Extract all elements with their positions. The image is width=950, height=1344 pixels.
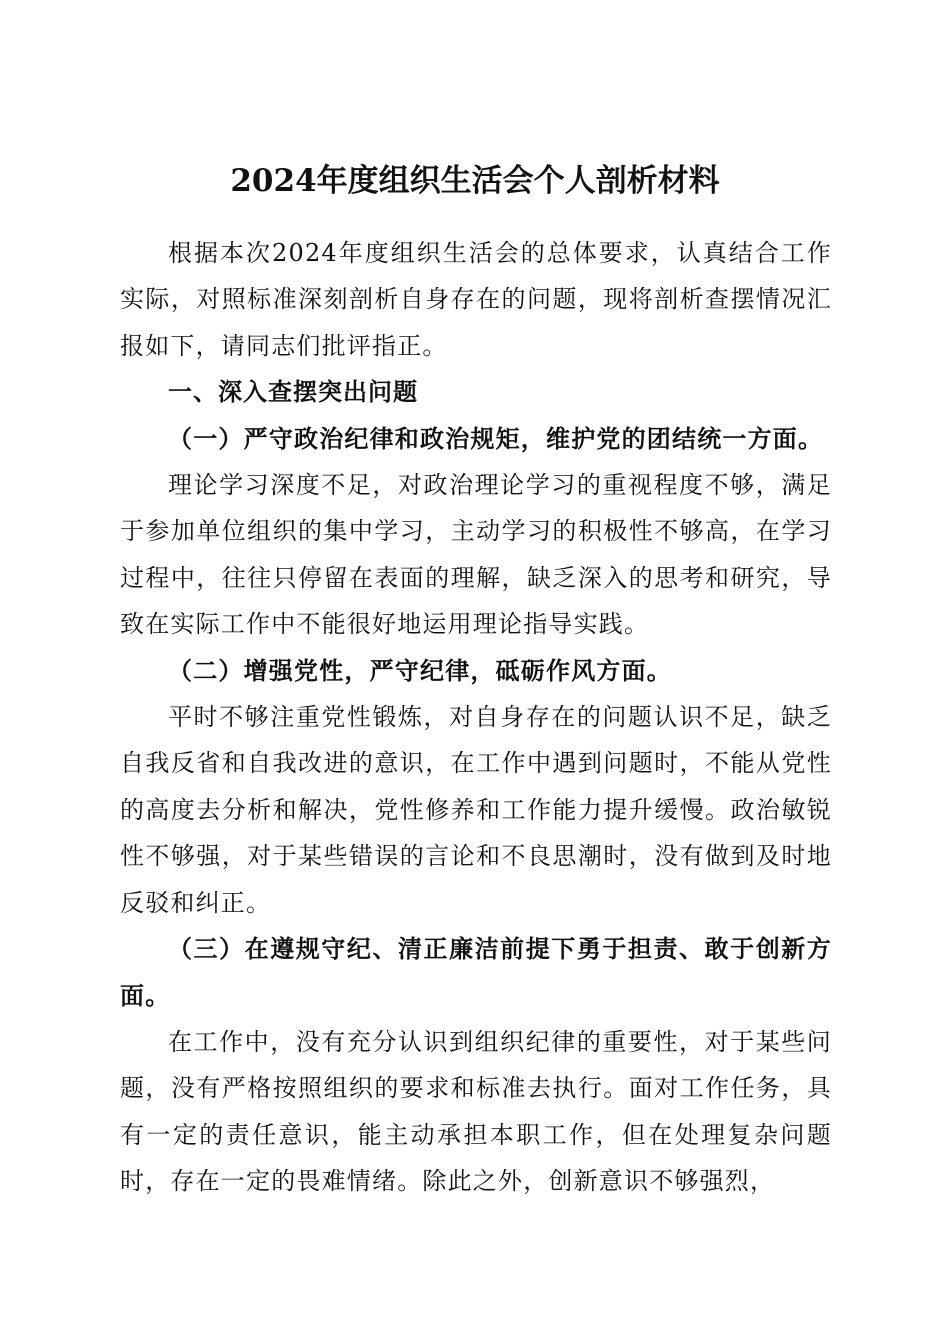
subsection-body-1: 理论学习深度不足，对政治理论学习的重视程度不够，满足于参加单位组织的集中学习，主动学习的积极性不够高，在学习过程中，往往只停留在表面的理解，缺乏深入的思考和研究，导致在实际工作中不能很好地运用理论指导实践。 — [120, 471, 832, 639]
subsection-heading-2: （二）增强党性，严守纪律，砥砺作风方面。 — [168, 655, 672, 685]
document-title: 2024年度组织生活会个人剖析材料 — [230, 162, 720, 199]
section-heading-1: 一、深入查摆突出问题 — [168, 378, 418, 407]
subsection-heading-3: （三）在遵规守纪、清正廉洁前提下勇于担责、敢于创新方面。 — [120, 934, 832, 1010]
subsection-heading-1: （一）严守政治纪律和政治规矩，维护党的团结统一方面。 — [168, 423, 824, 453]
intro-paragraph: 根据本次2024年度组织生活会的总体要求，认真结合工作实际，对照标准深刻剖析自身存在的问题，现将剖析查摆情况汇报如下，请同志们批评指正。 — [120, 239, 832, 360]
subsection-body-3: 在工作中，没有充分认识到组织纪律的重要性，对于某些问题，没有严格按照组织的要求和标准去执行。面对工作任务，具有一定的责任意识，能主动承担本职工作，但在处理复杂问题时，存在一定的畏难情绪。除此之外，创新意识不够强烈， — [120, 1027, 832, 1196]
subsection-body-2: 平时不够注重党性锻炼，对自身存在的问题认识不足，缺乏自我反省和自我改进的意识，在工作中遇到问题时，不能从党性的高度去分析和解决，党性修养和工作能力提升缓慢。政治敏锐性不够强，对于某些错误的言论和不良思潮时，没有做到及时地反驳和纠正。 — [120, 703, 832, 917]
document-body — [120, 230, 832, 1205]
